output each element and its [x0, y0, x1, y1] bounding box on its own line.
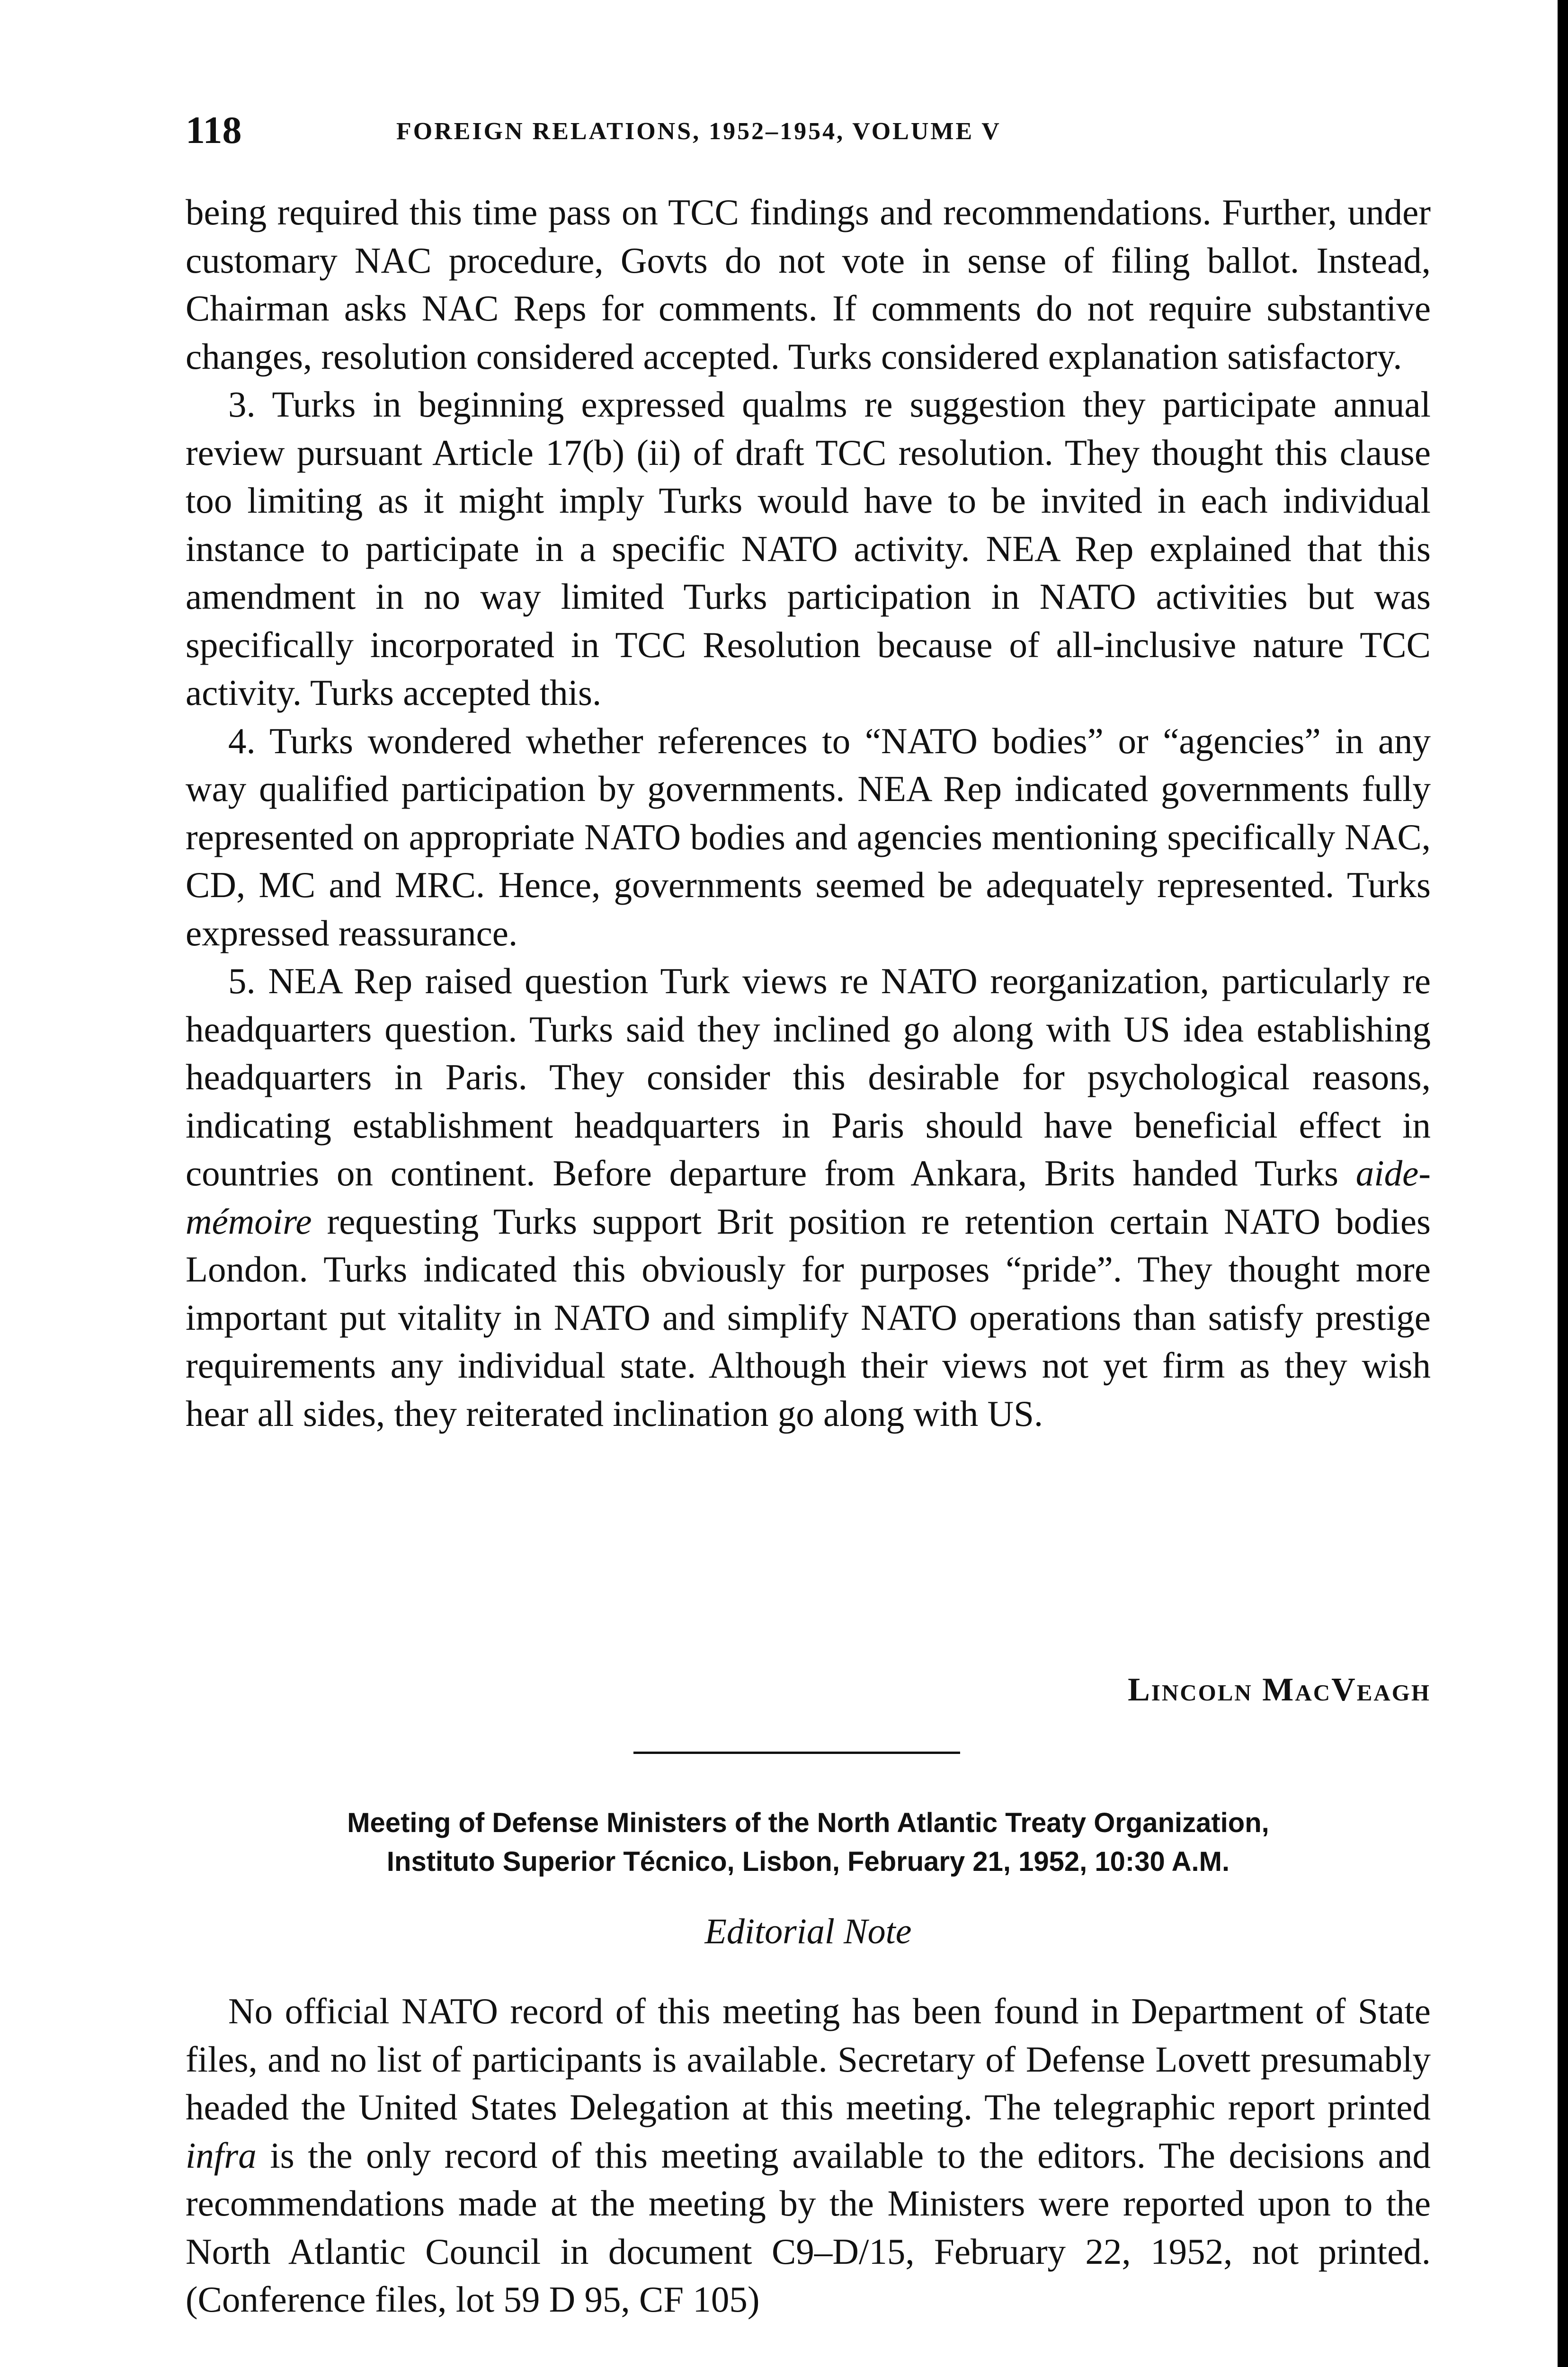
infra-term: infra [186, 2135, 257, 2176]
editorial-note-body [186, 1987, 1431, 2324]
page-header [186, 104, 1431, 156]
paragraph-5-part1: 5. NEA Rep raised question Turk views re NATO reorganization, particularly re headquarters question. Turks said they inclined go along with US idea establishing headquarters in Paris. They consider this desirable for psychological reasons, indicating establishment headquarters in Paris should have beneficial effect in countries on continent. Before departure from Ankara, Brits handed Turks [186, 961, 1431, 1193]
paragraph-5 [186, 957, 1431, 1438]
scan-border [1558, 0, 1568, 2367]
body-text [186, 188, 1431, 1438]
section-heading-line-2: Instituto Superior Técnico, Lisbon, February 21, 1952, 10:30 A.M. [386, 1846, 1230, 1877]
section-divider [633, 1752, 960, 1754]
editorial-note-title: Editorial Note [704, 1912, 912, 1951]
page-number: 118 [186, 108, 242, 151]
editorial-paragraph [186, 1987, 1431, 2324]
signature: Lincoln MacVeagh [1128, 1672, 1431, 1708]
section-heading [186, 1804, 1431, 1881]
paragraph-continuation: being required this time pass on TCC findings and recommendations. Further, under customary NAC procedure, Govts do not vote in sense of filing ballot. Instead, Chairman asks NAC Reps for comments. If comments do not require substantive changes, resolution considered accepted. Turks considered explanation satisfactory. [186, 192, 1431, 377]
aide-memoire-term: aide-mémoire [186, 1153, 1431, 1242]
running-title: FOREIGN RELATIONS, 1952–1954, VOLUME V [396, 118, 1001, 145]
paragraph-3: 3. Turks in beginning expressed qualms re suggestion they participate annual review pursuant Article 17(b) (ii) of draft TCC resolution. They thought this clause too limiting as it might imply Turks would have to be invited in each individual instance to participate in a specific NATO activity. NEA Rep explained that this amendment in no way limited Turks participation in NATO activities but was specifically incorporated in TCC Resolution because of all-inclusive nature TCC activity. Turks accepted this. [186, 384, 1431, 713]
paragraph-5-part2: requesting Turks support Brit position re retention certain NATO bodies London. Turks indicated this obviously for purposes “pride”. They thought more important put vitality in NATO and simplify NATO operations than satisfy prestige requirements any individual state. Although their views not yet firm as they wish hear all sides, they reiterated inclination go along with US. [186, 1201, 1431, 1434]
section-heading-line-1: Meeting of Defense Ministers of the North Atlantic Treaty Organization, [347, 1807, 1269, 1838]
paragraph-4: 4. Turks wondered whether references to “NATO bodies” or “agencies” in any way qualified participation by governments. NEA Rep indicated governments fully represented on appropriate NATO bodies and agencies mentioning specifically NAC, CD, MC and MRC. Hence, governments seemed be adequately represented. Turks expressed reassurance. [186, 720, 1431, 953]
editorial-part1: No official NATO record of this meeting has been found in Department of State files, and no list of participants is available. Secretary of Defense Lovett presumably headed the United States Delegation at this meeting. The telegraphic report printed [186, 1991, 1431, 2127]
editorial-part2: is the only record of this meeting available to the editors. The decisions and recommendations made at the meeting by the Ministers were reported upon to the North Atlantic Council in document C9–D/15, February 22, 1952, not printed. (Conference files, lot 59 D 95, CF 105) [186, 2135, 1431, 2320]
